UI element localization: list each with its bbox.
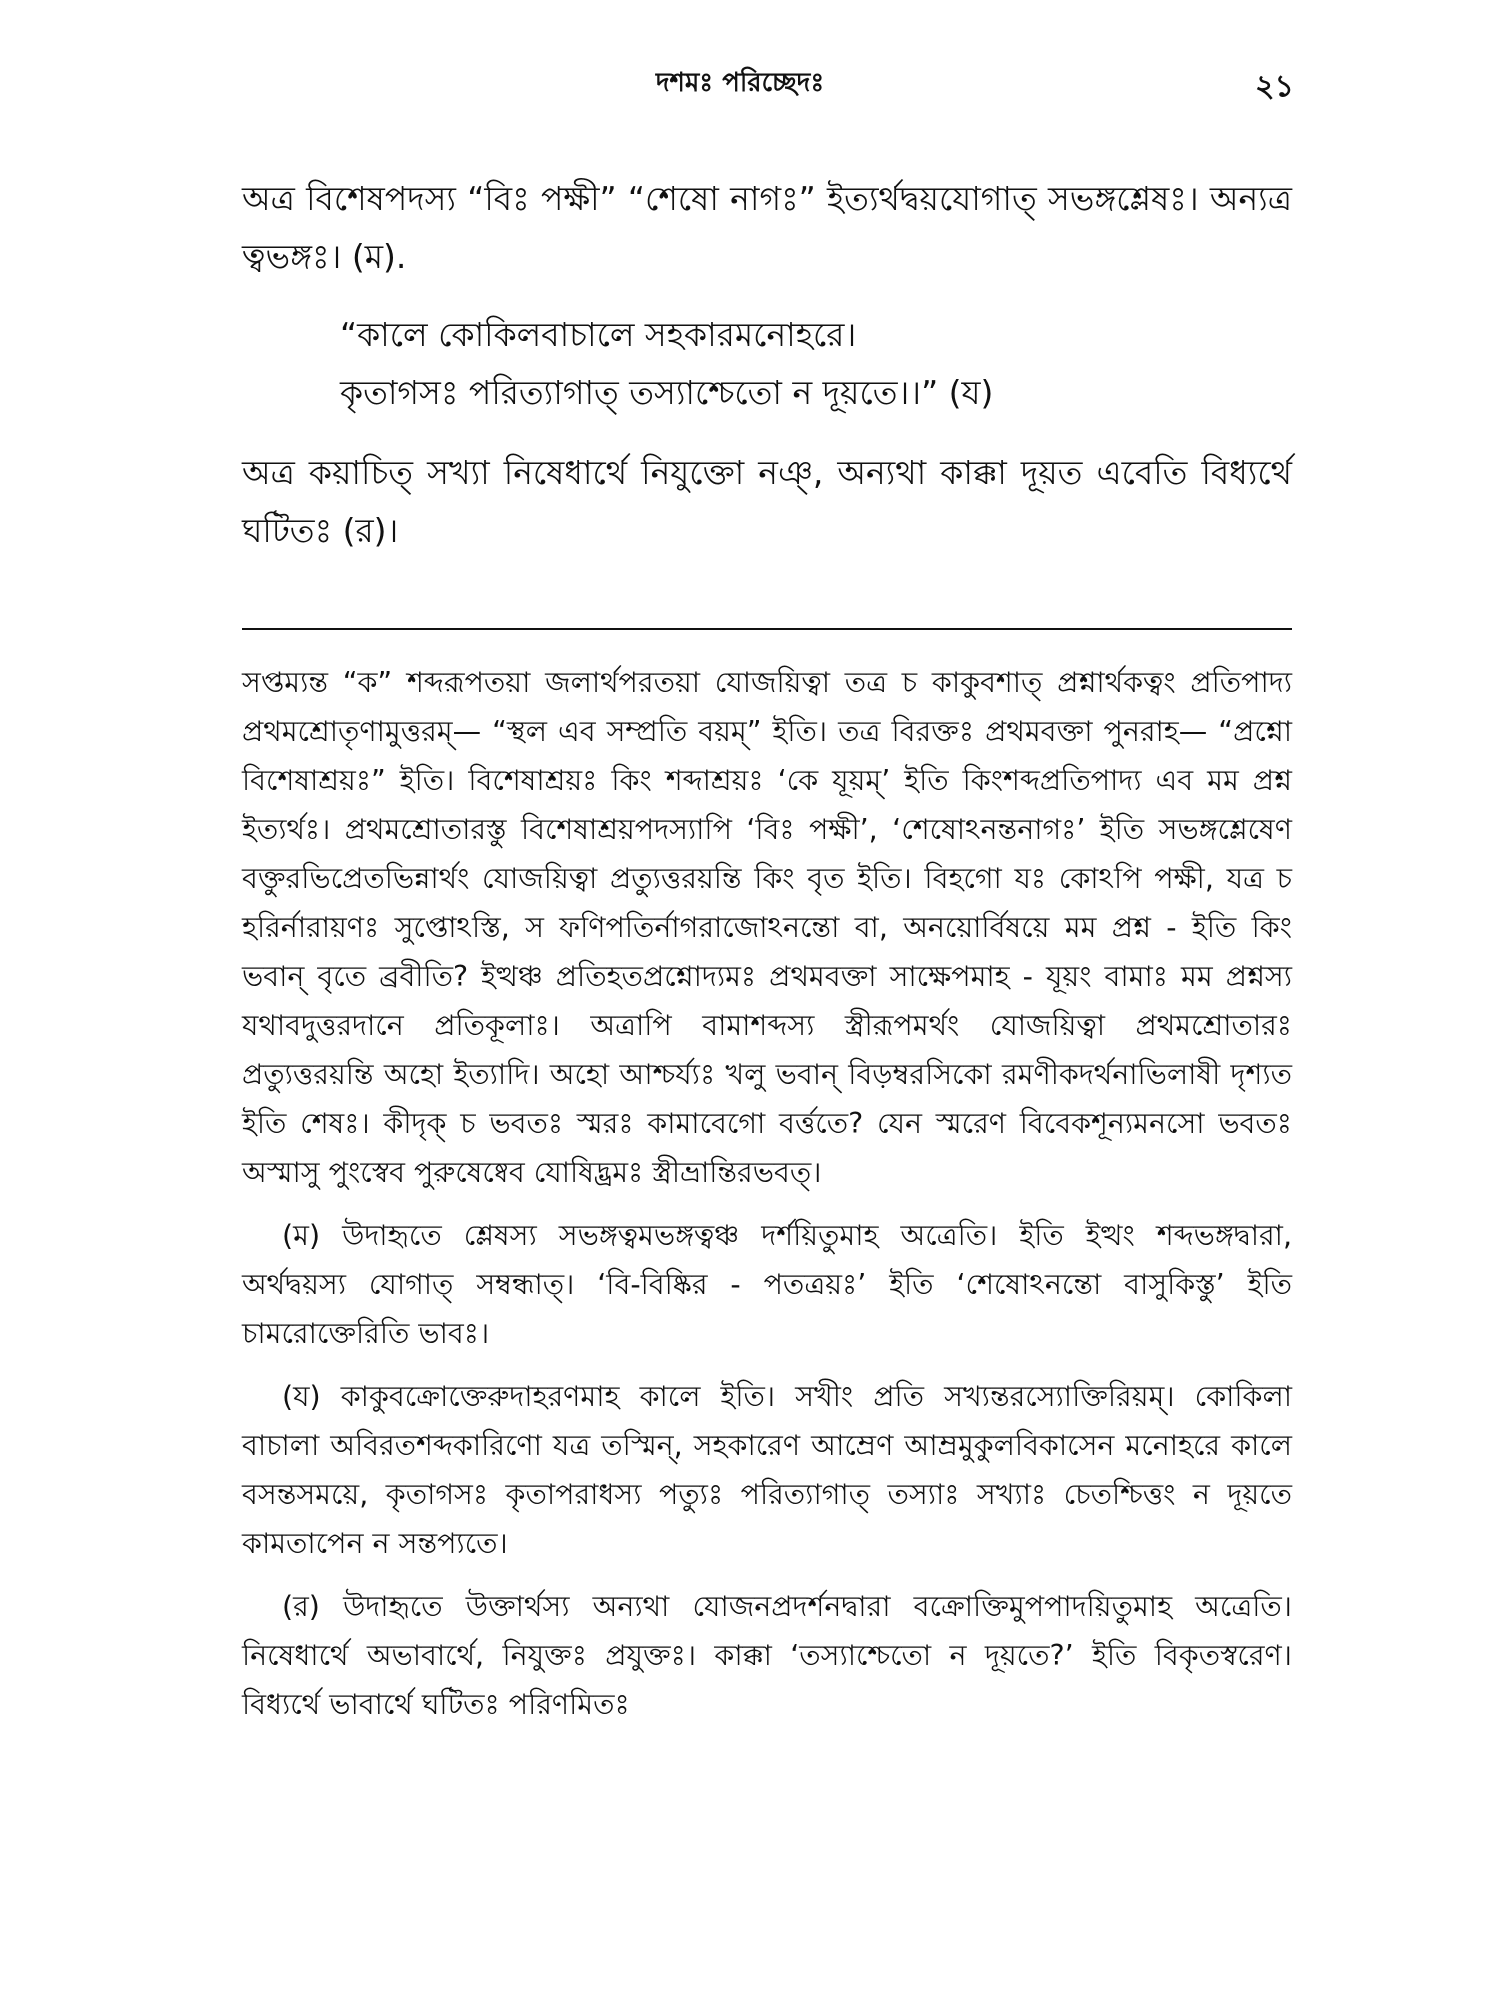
page-number: ২১ — [1255, 69, 1294, 104]
running-head — [0, 62, 1500, 102]
chapter-title: দশমঃ পরিচ্ছেদঃ — [655, 68, 825, 98]
verse-line-2: কৃতাগসঃ পরিত্যাগাত্ তস্যাশ্চেতো ন দূয়তে।।” (য) — [340, 373, 994, 412]
commentary-note-ya: (য) কাকুবক্রোক্তেরুদাহরণমাহ কালে ইতি। সখীং প্রতি সখ্যন্তরস্যোক্তিরিয়ম্। কোকিলা বাচালা অবিরতশব্দকারিণো যত্র তস্মিন্, সহকারেণ আম্রেণ আম্রমুকুলবিকাসেন মনোহরে কালে বসন্তসময়ে, কৃতাগসঃ কৃতাপরাধস্য পত্যুঃ পরিত্যাগাত্ তস্যাঃ সখ্যাঃ চেতশ্চিত্তং ন দূয়তে কামতাপেন ন সন্তপ্যতে। — [242, 1380, 1292, 1560]
commentary — [242, 658, 1292, 1743]
commentary-note-ra: (র) উদাহৃতে উক্তার্থস্য অন্যথা যোজনপ্রদর্শনদ্বারা বক্রোক্তিমুপপাদয়িতুমাহ অত্রেতি। নিষেধার্থে অভাবার্থে, নিযুক্তঃ প্রযুক্তঃ। কাক্কা ‘তস্যাশ্চেতো ন দূয়তে?’ ইতি বিকৃতস্বরেণ। বিধ্যর্থে ভাবার্থে ঘটিতঃ পরিণমিতঃ — [242, 1590, 1292, 1721]
verse — [340, 306, 1292, 422]
verse-line-1: “কালে কোকিলবাচালে সহকারমনোহরে। — [340, 315, 857, 354]
main-text — [242, 170, 1292, 560]
commentary-paragraph-1: সপ্তম্যন্ত “ক” শব্দরূপতয়া জলার্থপরতয়া যোজয়িত্বা তত্র চ কাকুবশাত্ প্রশ্নার্থকত্বং প্রতিপাদ্য প্রথমশ্রোতৃণামুত্তরম্— “স্থল এব সম্প্রতি বয়ম্” ইতি। তত্র বিরক্তঃ প্রথমবক্তা পুনরাহ— “প্রশ্নো বিশেষাশ্রয়ঃ” ইতি। বিশেষাশ্রয়ঃ কিং শব্দাশ্রয়ঃ ‘কে যূয়ম্’ ইতি কিংশব্দপ্রতিপাদ্য এব মম প্রশ্ন ইত্যর্থঃ। প্রথমশ্রোতারস্তু বিশেষাশ্রয়পদস্যাপি ‘বিঃ পক্ষী’, ‘শেষোঽনন্তনাগঃ’ ইতি সভঙ্গশ্লেষেণ বক্তুরভিপ্রেতভিন্নার্থং যোজয়িত্বা প্রত্যুত্তরয়ন্তি কিং বৃত ইতি। বিহগো যঃ কোঽপি পক্ষী, যত্র চ হরির্নারায়ণঃ সুপ্তোঽস্তি, স ফণিপতির্নাগরাজোঽনন্তো বা, অনয়োর্বিষয়ে মম প্রশ্ন - ইতি কিং ভবান্ বৃতে ব্রবীতি? ইত্থঞ্চ প্রতিহতপ্রশ্নোদ্যমঃ প্রথমবক্তা সাক্ষেপমাহ - যূয়ং বামাঃ মম প্রশ্নস্য যথাবদুত্তরদানে প্রতিকূলাঃ। অত্রাপি বামাশব্দস্য স্ত্রীরূপমর্থং যোজয়িত্বা প্রথমশ্রোতারঃ প্রত্যুত্তরয়ন্তি অহো ইত্যাদি। অহো আশ্চর্য্যঃ খলু ভবান্ বিড়ম্বরসিকো রমণীকদর্থনাভিলাষী দৃশ্যত ইতি শেষঃ। কীদৃক্ চ ভবতঃ স্মরঃ কামাবেগো বর্ত্ততে? যেন স্মরেণ বিবেকশূন্যমনসো ভবতঃ অস্মাসু পুংস্বেব পুরুষেষ্বেব যোষিদ্ভ্রমঃ স্ত্রীভ্রান্তিরভবত্। — [242, 666, 1292, 1189]
commentary-note-ma: (ম) উদাহৃতে শ্লেষস্য সভঙ্গত্বমভঙ্গত্বঞ্চ দর্শয়িতুমাহ অত্রেতি। ইতি ইত্থং শব্দভঙ্গদ্বারা, অর্থদ্বয়স্য যোগাত্ সম্বন্ধাত্। ‘বি-বিষ্কির - পতত্রয়ঃ’ ইতি ‘শেষোঽনন্তো বাসুকিস্তু’ ইতি চামরোক্তেরিতি ভাবঃ। — [242, 1219, 1292, 1350]
main-paragraph-1: অত্র বিশেষপদস্য “বিঃ পক্ষী” “শেষো নাগঃ” ইত্যর্থদ্বয়যোগাত্ সভঙ্গশ্লেষঃ। অন্যত্র ত্বভঙ্গঃ। (ম). — [242, 179, 1292, 276]
footnote-divider — [242, 628, 1292, 630]
main-paragraph-2: অত্র কয়াচিত্ সখ্যা নিষেধার্থে নিযুক্তো নঞ্, অন্যথা কাক্কা দূয়ত এবেতি বিধ্যর্থে ঘটিতঃ (র)। — [242, 453, 1292, 550]
